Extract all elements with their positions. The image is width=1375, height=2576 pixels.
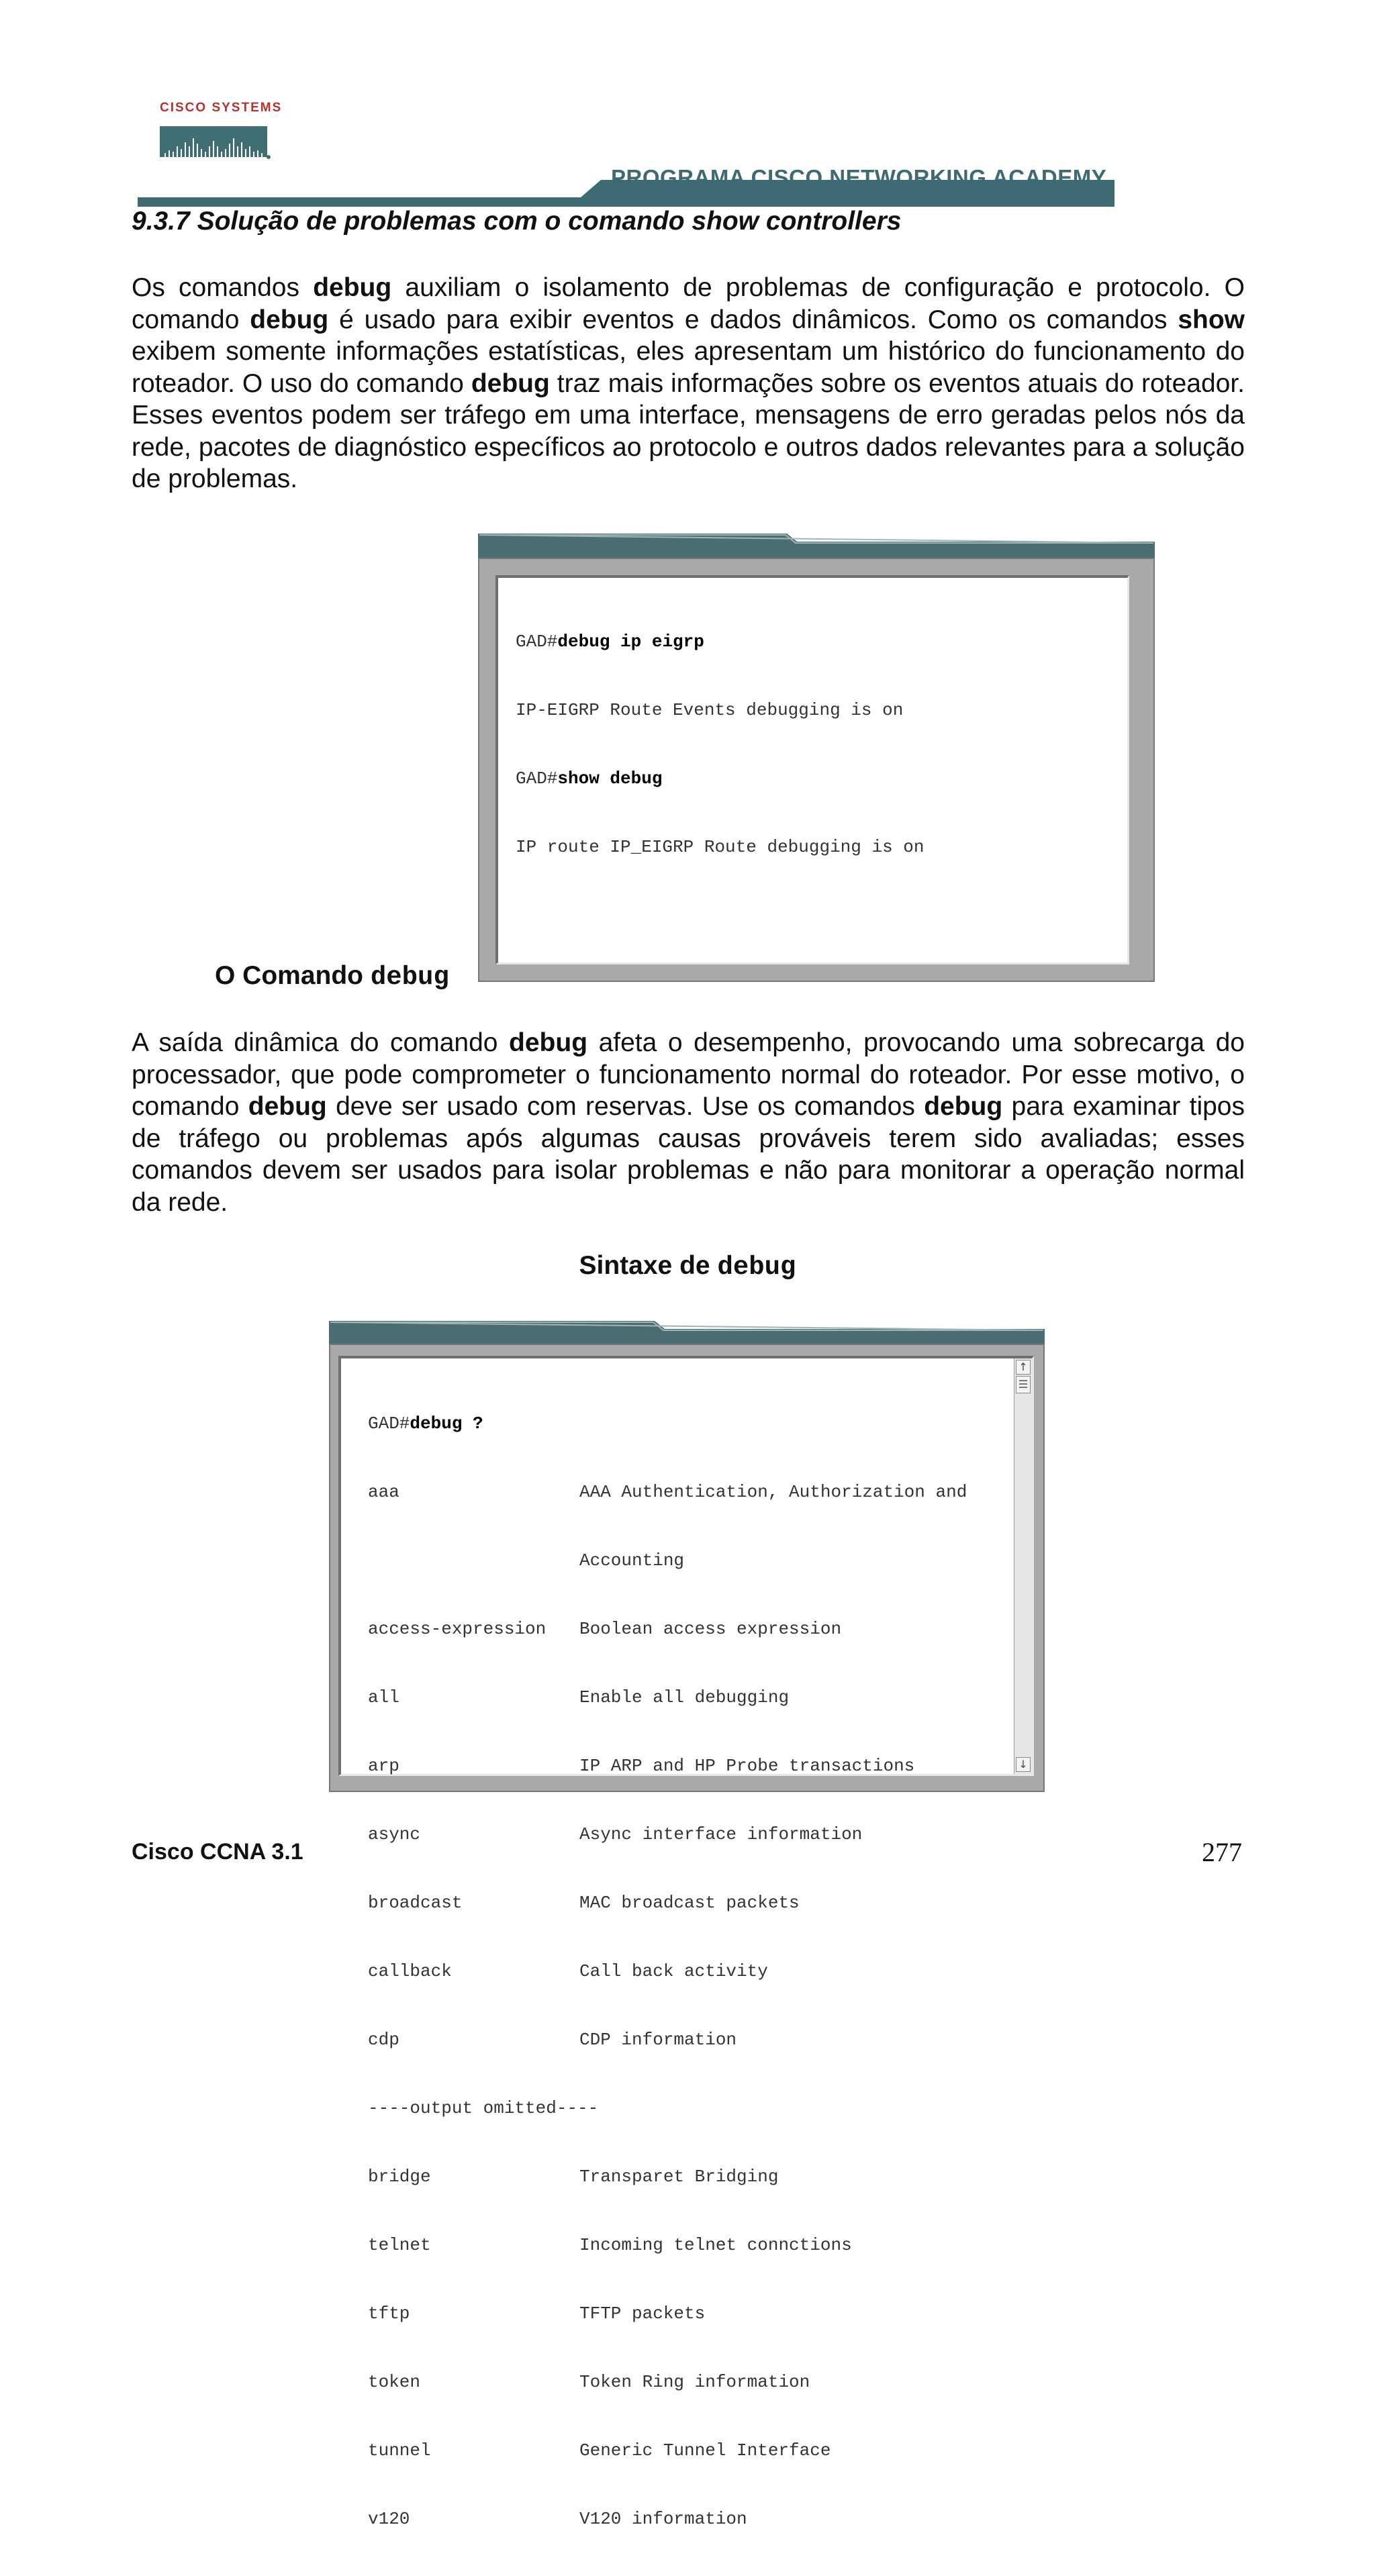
cisco-logo	[160, 101, 283, 162]
paragraph-intro: Os comandos debug auxiliam o isolamento de problemas de configuração e protocolo. O comando debug é usado para exibir eventos e dados dinâmicos. Como os comandos show exibem somente informações estatísticas, eles apresentam um histórico do funcionamento do roteador. O uso do comando debug traz mais informações sobre os eventos atuais do roteador. Esses eventos podem ser tráfego em uma interface, mensagens de erro geradas pelos nós da rede, pacotes de diagnóstico específicos ao protocolo e outros dados relevantes para a solução de problemas.	[132, 273, 1245, 493]
keyword-debug: debug	[248, 1092, 327, 1121]
keyword-debug: debug	[509, 1028, 588, 1057]
keyword-debug: debug	[250, 305, 329, 334]
terminal-screen	[495, 575, 1129, 964]
figure-caption-debug-command: O Comando debug	[215, 961, 449, 992]
arrow-down-icon[interactable]: ↓	[1016, 1757, 1031, 1772]
cisco-bars-icon	[160, 126, 271, 160]
terminal-screen	[338, 1356, 1034, 2529]
keyword-debug: debug	[471, 368, 550, 398]
terminal-line: token Token Ring information	[368, 2372, 810, 2392]
footer-course-name: Cisco CCNA 3.1	[132, 1839, 303, 1865]
banner-title: PROGRAMA CISCO NETWORKING ACADEMY	[611, 165, 1107, 190]
terminal-line: tunnel Generic Tunnel Interface	[368, 2440, 831, 2461]
terminal-line: IP route IP_EIGRP Route debugging is on	[516, 837, 924, 857]
terminal-line: arp IP ARP and HP Probe transactions	[368, 1756, 915, 1776]
scroll-thumb[interactable]	[1016, 1376, 1031, 1393]
keyword-show: show	[1178, 305, 1245, 334]
terminal-window-debug	[478, 534, 1155, 982]
section-title: 9.3.7 Solução de problemas com o comando show controllers	[132, 207, 902, 236]
vertical-scrollbar[interactable]	[1014, 1358, 1033, 1774]
terminal-line: GAD#debug ?	[368, 1414, 483, 1434]
terminal-line: async Async interface information	[368, 1824, 863, 1844]
terminal-line: all Enable all debugging	[368, 1687, 790, 1707]
terminal-line: v120 V120 information	[368, 2509, 747, 2529]
terminal-line: ----output omitted----	[368, 2098, 599, 2118]
keyword-debug: debug	[924, 1092, 1003, 1121]
paragraph-performance: A saída dinâmica do comando debug afeta o desempenho, provocando uma sobrecarga do processador, que pode comprometer o funcionamento normal do roteador. Por esse motivo, o comando debug deve ser usado com reservas. Use os comandos debug para examinar tipos de tráfego ou problemas após algumas causas prováveis terem sido avaliadas; esses comandos devem ser usados para isolar problemas e não para monitorar a operação normal da rede.	[132, 1028, 1245, 1217]
terminal-line: Accounting	[579, 1550, 685, 1571]
terminal-output	[368, 1367, 967, 2576]
terminal-line: GAD#show debug	[516, 769, 663, 789]
terminal-line: access-expression Boolean access expression	[368, 1619, 842, 1639]
terminal-line: tftp TFTP packets	[368, 2303, 706, 2324]
terminal-line: aaa AAA Authentication, Authorization and	[368, 1482, 967, 1502]
terminal-line: callback Call back activity	[368, 1961, 768, 1981]
keyword-debug: debug	[313, 273, 392, 302]
terminal-line: GAD#debug ip eigrp	[516, 632, 704, 652]
terminal-line: telnet Incoming telnet connctions	[368, 2235, 852, 2255]
page-number: 277	[1202, 1837, 1242, 1867]
arrow-up-icon[interactable]: ↑	[1016, 1360, 1031, 1375]
window-title-bar	[478, 534, 1155, 560]
terminal-output	[516, 585, 924, 904]
terminal-line: broadcast MAC broadcast packets	[368, 1893, 800, 1913]
figure-caption-debug-syntax: Sintaxe de debug	[579, 1251, 796, 1282]
terminal-window-syntax	[329, 1321, 1045, 2529]
terminal-line: cdp CDP information	[368, 2030, 737, 2050]
cisco-logo-text: CISCO SYSTEMS	[160, 101, 283, 115]
terminal-line: bridge Transparet Bridging	[368, 2167, 779, 2187]
terminal-line: IP-EIGRP Route Events debugging is on	[516, 700, 904, 720]
